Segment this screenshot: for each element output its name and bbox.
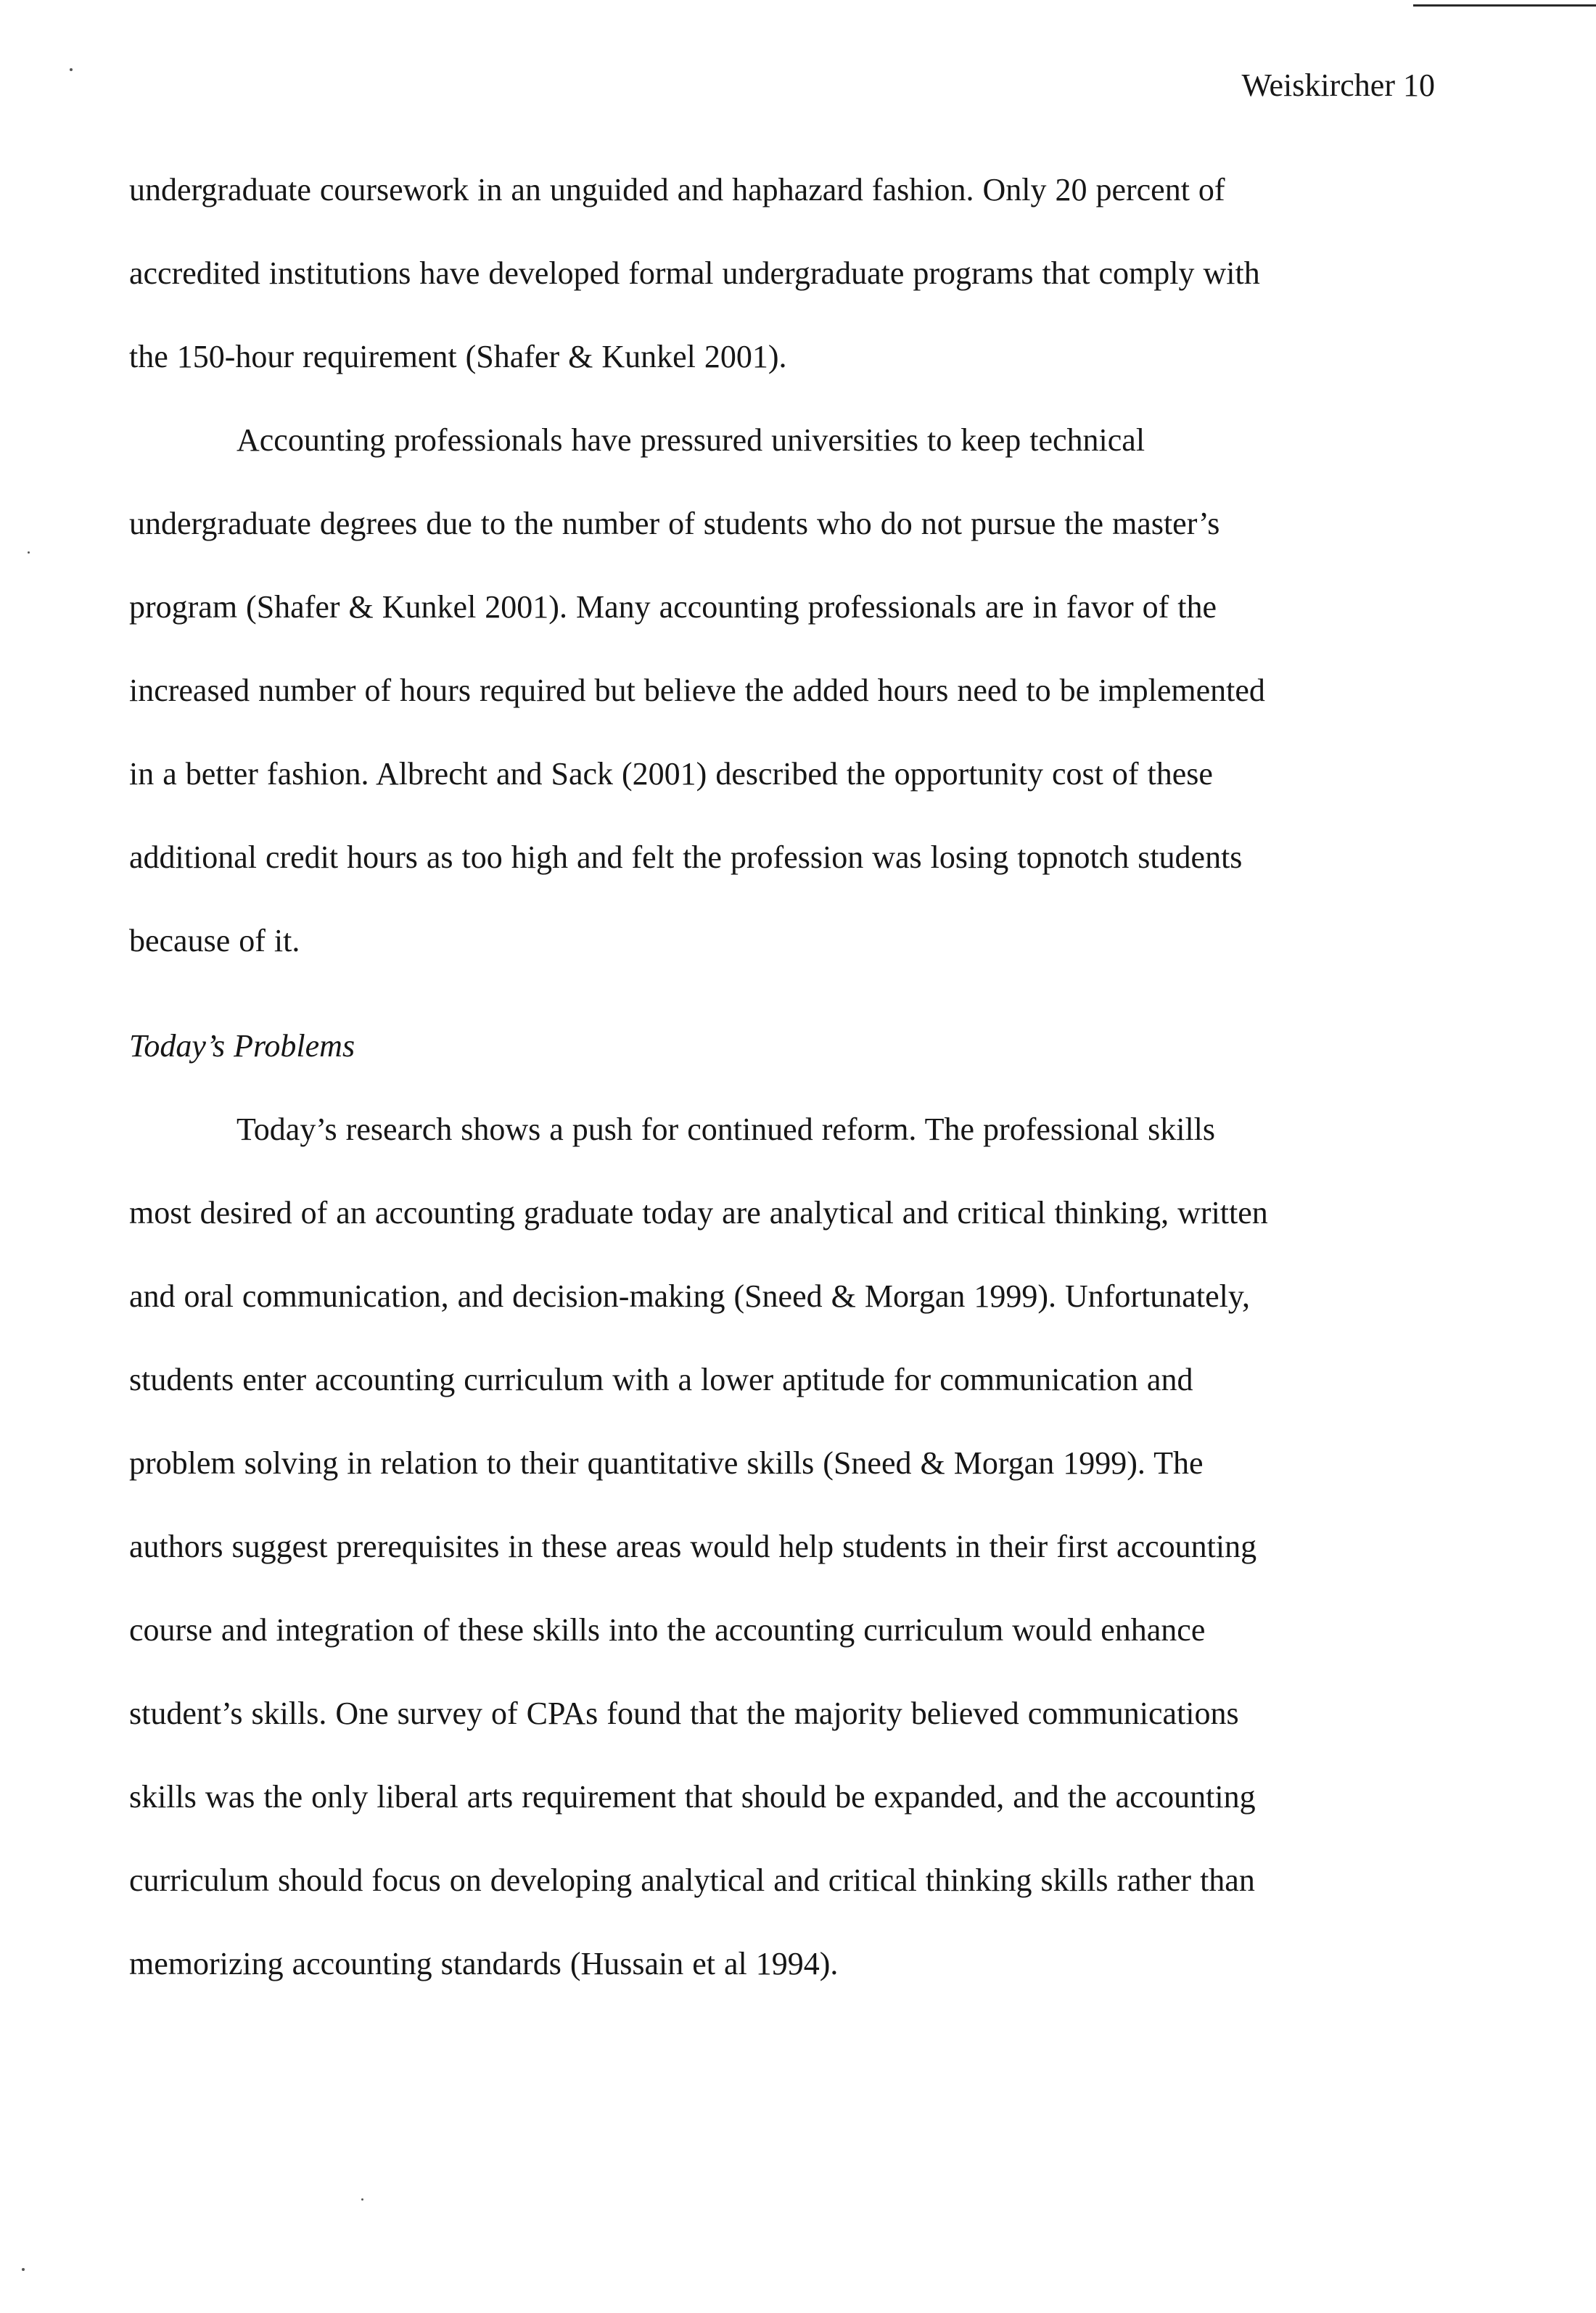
paragraph-line: in a better fashion. Albrecht and Sack (2001) described the opportunity cost of these bbox=[129, 756, 1213, 792]
running-head: Weiskircher 10 bbox=[1241, 67, 1435, 103]
paragraph-line: Accounting professionals have pressured universities to keep technical bbox=[236, 422, 1145, 458]
paragraph-line: additional credit hours as too high and felt the profession was losing topnotch students bbox=[129, 839, 1243, 875]
paragraph-line: memorizing accounting standards (Hussain et al 1994). bbox=[129, 1946, 839, 1981]
scan-edge-rule bbox=[1413, 4, 1596, 7]
paragraph-line: students enter accounting curriculum with a lower aptitude for communication and bbox=[129, 1362, 1193, 1397]
scan-speck bbox=[70, 68, 73, 71]
scan-speck bbox=[22, 2268, 25, 2271]
paragraph-line: program (Shafer & Kunkel 2001). Many accounting professionals are in favor of the bbox=[129, 589, 1217, 625]
paragraph-line: and oral communication, and decision-making (Sneed & Morgan 1999). Unfortunately, bbox=[129, 1278, 1250, 1314]
paragraph-line: increased number of hours required but believe the added hours need to be implemented bbox=[129, 673, 1265, 708]
section-heading: Today’s Problems bbox=[129, 1028, 355, 1064]
paragraph-line: the 150-hour requirement (Shafer & Kunkel 2001). bbox=[129, 339, 787, 374]
paragraph-line: Today’s research shows a push for continued reform. The professional skills bbox=[236, 1112, 1216, 1147]
paragraph-line: problem solving in relation to their quantitative skills (Sneed & Morgan 1999). The bbox=[129, 1445, 1204, 1481]
paragraph-line: course and integration of these skills into the accounting curriculum would enhance bbox=[129, 1612, 1206, 1648]
paragraph-line: undergraduate degrees due to the number of students who do not pursue the master’s bbox=[129, 506, 1220, 541]
paragraph-line: skills was the only liberal arts requirement that should be expanded, and the accounting bbox=[129, 1779, 1256, 1815]
body-text bbox=[129, 168, 1420, 2026]
scan-speck bbox=[28, 551, 30, 554]
paragraph-line: accredited institutions have developed formal undergraduate programs that comply with bbox=[129, 255, 1260, 291]
scan-speck bbox=[361, 2198, 363, 2201]
paragraph-line: undergraduate coursework in an unguided and haphazard fashion. Only 20 percent of bbox=[129, 172, 1225, 208]
paragraph-line: curriculum should focus on developing analytical and critical thinking skills rather than bbox=[129, 1862, 1255, 1898]
paragraph-line: because of it. bbox=[129, 923, 300, 958]
paragraph-line: authors suggest prerequisites in these areas would help students in their first accounting bbox=[129, 1529, 1257, 1564]
paragraph-line: most desired of an accounting graduate today are analytical and critical thinking, written bbox=[129, 1195, 1268, 1231]
paragraph-line: student’s skills. One survey of CPAs found that the majority believed communications bbox=[129, 1696, 1239, 1731]
